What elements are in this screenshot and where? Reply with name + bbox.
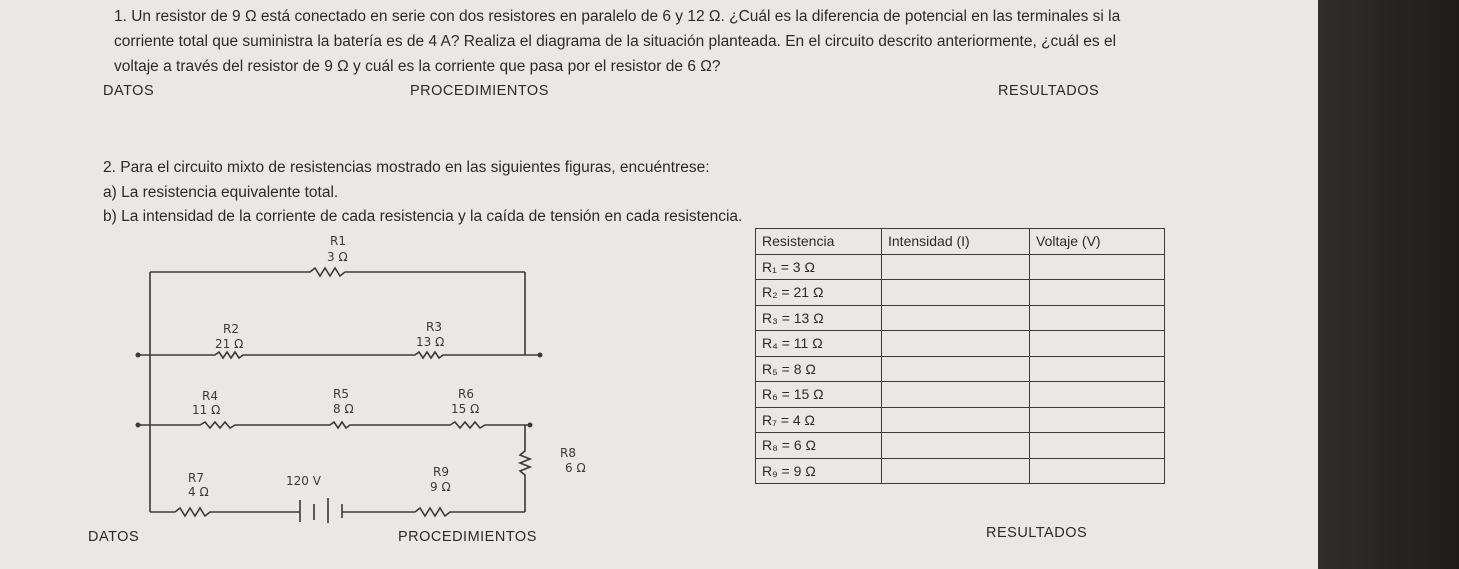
resistor-cell: R₇ = 4 Ω bbox=[756, 407, 882, 433]
table-row bbox=[756, 407, 1165, 433]
results-table bbox=[755, 228, 1165, 484]
column-header-intensidad: Intensidad (I) bbox=[882, 229, 1030, 255]
r7-name: R7 bbox=[188, 471, 204, 485]
r1-name: R1 bbox=[330, 234, 346, 248]
column-header-voltaje: Voltaje (V) bbox=[1030, 229, 1165, 255]
circuit-diagram bbox=[120, 225, 600, 525]
intensity-cell bbox=[882, 305, 1030, 331]
resistor-cell: R₄ = 11 Ω bbox=[756, 331, 882, 357]
r6-name: R6 bbox=[458, 387, 474, 401]
r7-value: 4 Ω bbox=[188, 485, 209, 499]
question-1-line-3: voltaje a través del resistor de 9 Ω y cuál es la corriente que pasa por el resistor de 6 Ω? bbox=[114, 58, 721, 75]
table-row bbox=[756, 305, 1165, 331]
intensity-cell bbox=[882, 458, 1030, 484]
question-2-part-a: a) La resistencia equivalente total. bbox=[103, 184, 339, 201]
header-resultados: RESULTADOS bbox=[998, 83, 1100, 99]
resistor-cell: R₈ = 6 Ω bbox=[756, 433, 882, 459]
r3-value: 13 Ω bbox=[416, 335, 445, 349]
intensity-cell bbox=[882, 382, 1030, 408]
resistor-cell: R₆ = 15 Ω bbox=[756, 382, 882, 408]
battery-voltage: 120 V bbox=[286, 474, 321, 488]
intensity-cell bbox=[882, 254, 1030, 280]
table-row bbox=[756, 331, 1165, 357]
footer-header-procedimientos: PROCEDIMIENTOS bbox=[398, 529, 537, 545]
intensity-cell bbox=[882, 407, 1030, 433]
r5-value: 8 Ω bbox=[333, 402, 354, 416]
table-header-row bbox=[756, 229, 1165, 255]
r4-name: R4 bbox=[202, 389, 218, 403]
intensity-cell bbox=[882, 331, 1030, 357]
resistor-cell: R₃ = 13 Ω bbox=[756, 305, 882, 331]
r6-value: 15 Ω bbox=[451, 402, 480, 416]
voltage-cell bbox=[1030, 458, 1165, 484]
table-row bbox=[756, 280, 1165, 306]
r2-value: 21 Ω bbox=[215, 337, 244, 351]
r4-value: 11 Ω bbox=[192, 403, 221, 417]
background-surface bbox=[1318, 0, 1459, 569]
resistor-cell: R₅ = 8 Ω bbox=[756, 356, 882, 382]
table-row bbox=[756, 356, 1165, 382]
footer-header-resultados: RESULTADOS bbox=[986, 525, 1088, 541]
voltage-cell bbox=[1030, 433, 1165, 459]
voltage-cell bbox=[1030, 356, 1165, 382]
r9-name: R9 bbox=[433, 465, 449, 479]
intensity-cell bbox=[882, 356, 1030, 382]
voltage-cell bbox=[1030, 280, 1165, 306]
table-row bbox=[756, 382, 1165, 408]
voltage-cell bbox=[1030, 305, 1165, 331]
r8-name: R8 bbox=[560, 446, 576, 460]
resistor-cell: R₁ = 3 Ω bbox=[756, 254, 882, 280]
voltage-cell bbox=[1030, 331, 1165, 357]
column-header-resistencia: Resistencia bbox=[756, 229, 882, 255]
header-procedimientos: PROCEDIMIENTOS bbox=[410, 83, 549, 99]
intensity-cell bbox=[882, 280, 1030, 306]
table-row bbox=[756, 254, 1165, 280]
table-row bbox=[756, 458, 1165, 484]
resistor-cell: R₉ = 9 Ω bbox=[756, 458, 882, 484]
resistor-cell: R₂ = 21 Ω bbox=[756, 280, 882, 306]
question-2-part-b: b) La intensidad de la corriente de cada resistencia y la caída de tensión en cada resistencia. bbox=[103, 208, 743, 225]
question-1-line-1: 1. Un resistor de 9 Ω está conectado en serie con dos resistores en paralelo de 6 y 12 Ω. ¿Cuál es la diferencia de potencial en las terminales si la bbox=[114, 8, 1121, 25]
r5-name: R5 bbox=[333, 387, 349, 401]
r1-value: 3 Ω bbox=[327, 250, 348, 264]
voltage-cell bbox=[1030, 254, 1165, 280]
voltage-cell bbox=[1030, 407, 1165, 433]
header-datos: DATOS bbox=[103, 83, 155, 99]
footer-header-datos: DATOS bbox=[88, 529, 140, 545]
question-2-title: 2. Para el circuito mixto de resistencias mostrado en las siguientes figuras, encuéntrese: bbox=[103, 159, 710, 176]
r2-name: R2 bbox=[223, 322, 239, 336]
intensity-cell bbox=[882, 433, 1030, 459]
question-1-line-2: corriente total que suministra la batería es de 4 A? Realiza el diagrama de la situación planteada. En el circuito descrito anteriormente, ¿cuál es el bbox=[114, 33, 1117, 50]
voltage-cell bbox=[1030, 382, 1165, 408]
r8-value: 6 Ω bbox=[565, 461, 586, 475]
table-row bbox=[756, 433, 1165, 459]
r3-name: R3 bbox=[426, 320, 442, 334]
r9-value: 9 Ω bbox=[430, 480, 451, 494]
